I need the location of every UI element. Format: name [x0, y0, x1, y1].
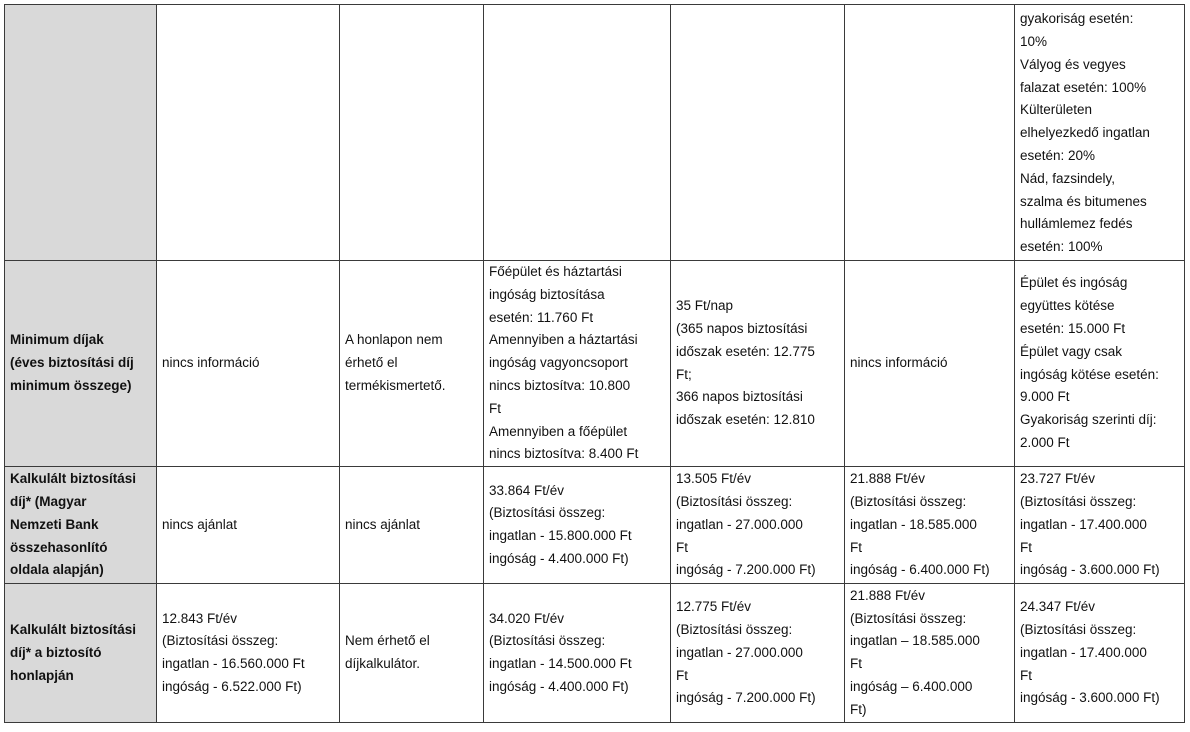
cell-text-line: esetén: 15.000 Ft: [1020, 320, 1126, 336]
cell-text-line: (Biztosítási összeg:: [676, 493, 793, 509]
cell-text-line: Ft: [850, 656, 862, 672]
cell-text-line: 9.000 Ft: [1020, 389, 1070, 405]
cell-text-line: Épület és ingóság: [1020, 275, 1128, 291]
cell-text-line: (Biztosítási összeg:: [489, 505, 606, 521]
cell-text-line: (Biztosítási összeg:: [1020, 493, 1137, 509]
cell-text-line: ingóság - 3.600.000 Ft): [1020, 690, 1160, 706]
cell-text-line: A honlapon nem: [345, 332, 443, 348]
cell-text-line: esetén: 11.760 Ft: [489, 309, 594, 325]
cell-text-line: Vályog és vegyes: [1020, 56, 1126, 72]
table-cell: [484, 261, 671, 467]
cell-text-line: minimum összege): [10, 377, 132, 393]
cell-text-line: hullámlemez fedés: [1020, 216, 1133, 232]
cell-text-line: 24.347 Ft/év: [1020, 599, 1096, 615]
cell-text-line: ingatlan - 27.000.000: [676, 644, 803, 660]
table-cell: [1015, 5, 1185, 261]
table-cell: [340, 261, 484, 467]
cell-text-line: ingóság biztosítása: [489, 286, 605, 302]
cell-text-line: ingóság - 6.400.000 Ft): [850, 562, 990, 578]
cell-text-line: Főépület és háztartási: [489, 264, 622, 279]
cell-text-line: ingatlan - 14.500.000 Ft: [489, 656, 632, 672]
cell-text-line: ingatlan - 18.585.000: [850, 516, 977, 532]
table-cell: [157, 584, 340, 723]
cell-text-line: (Biztosítási összeg:: [162, 633, 279, 649]
table-cell: [340, 467, 484, 584]
cell-text-line: időszak esetén: 12.775: [676, 343, 815, 359]
cell-text-line: Kalkulált biztosítási: [10, 621, 137, 637]
cell-text-line: időszak esetén: 12.810: [676, 412, 815, 428]
table-row: [5, 584, 1185, 723]
cell-text-line: ingóság - 4.400.000 Ft): [489, 550, 629, 566]
cell-text-line: 12.775 Ft/év: [676, 599, 752, 615]
table-row: [5, 5, 1185, 261]
table-cell: [484, 5, 671, 261]
cell-text-line: Kalkulált biztosítási: [10, 471, 137, 487]
cell-text-line: honlapján: [10, 667, 74, 683]
cell-text-line: ingóság – 6.400.000: [850, 678, 973, 694]
table-cell: [484, 467, 671, 584]
cell-text-line: 23.727 Ft/év: [1020, 471, 1096, 487]
cell-text-line: díj* a biztosító: [10, 644, 102, 660]
cell-text-line: nincs biztosítva: 8.400 Ft: [489, 446, 639, 462]
cell-text-line: Ft: [1020, 667, 1032, 683]
table-cell: [157, 5, 340, 261]
cell-text-line: 35 Ft/nap: [676, 298, 734, 314]
cell-text-line: Ft: [676, 667, 688, 683]
table-cell: [1015, 584, 1185, 723]
cell-text-line: 2.000 Ft: [1020, 434, 1070, 450]
cell-text-line: ingóság - 7.200.000 Ft): [676, 562, 816, 578]
cell-text-line: esetén: 20%: [1020, 148, 1096, 164]
cell-text-line: szalma és bitumenes: [1020, 193, 1147, 209]
cell-text-line: oldala alapján): [10, 562, 104, 578]
cell-text-line: ingatlan – 18.585.000: [850, 633, 980, 649]
cell-text-line: (Biztosítási összeg:: [489, 633, 606, 649]
cell-text-line: 33.864 Ft/év: [489, 482, 565, 498]
cell-text-line: ingatlan - 17.400.000: [1020, 516, 1147, 532]
cell-text-line: Épület vagy csak: [1020, 343, 1123, 359]
cell-text-line: Gyakoriság szerinti díj:: [1020, 412, 1157, 428]
cell-text-line: Nemzeti Bank: [10, 516, 99, 532]
cell-text-line: Ft: [850, 539, 862, 555]
cell-text-line: ingatlan - 15.800.000 Ft: [489, 528, 632, 544]
table-cell: [845, 467, 1015, 584]
table-cell: [845, 5, 1015, 261]
cell-text-line: 366 napos biztosítási: [676, 389, 803, 405]
cell-text-line: Amennyiben a főépület: [489, 423, 628, 439]
cell-text-line: Nád, fazsindely,: [1020, 170, 1116, 186]
table-cell: [671, 261, 845, 467]
cell-text-line: Ft: [489, 400, 501, 416]
table-cell: [340, 584, 484, 723]
cell-text-line: ingóság - 7.200.000 Ft): [676, 690, 816, 706]
cell-text-line: 34.020 Ft/év: [489, 610, 565, 626]
table-cell: [1015, 261, 1185, 467]
cell-text-line: együttes kötése: [1020, 298, 1115, 314]
table-cell: [671, 5, 845, 261]
table-cell: [1015, 467, 1185, 584]
cell-text-line: Külterületen: [1020, 102, 1093, 118]
cell-text-line: (365 napos biztosítási: [676, 320, 808, 336]
cell-text-line: Ft): [850, 701, 867, 717]
table-cell: [671, 584, 845, 723]
cell-text-line: falazat esetén: 100%: [1020, 79, 1147, 95]
cell-text-line: (Biztosítási összeg:: [1020, 621, 1137, 637]
cell-text-line: Amennyiben a háztartási: [489, 332, 638, 348]
cell-text-line: nincs ajánlat: [162, 516, 238, 532]
cell-text-line: (éves biztosítási díj: [10, 355, 134, 371]
cell-text-line: érhető el: [345, 355, 398, 371]
table-cell: [484, 584, 671, 723]
cell-text-line: összehasonlító: [10, 539, 108, 555]
cell-text-line: nincs információ: [850, 355, 948, 371]
cell-text-line: gyakoriság esetén:: [1020, 11, 1134, 27]
table-cell: [845, 261, 1015, 467]
cell-text-line: esetén: 100%: [1020, 239, 1103, 255]
cell-text-line: ingatlan - 27.000.000: [676, 516, 803, 532]
cell-text-line: ingóság - 6.522.000 Ft): [162, 678, 302, 694]
row-header: [5, 261, 157, 467]
cell-text-line: nincs biztosítva: 10.800: [489, 377, 631, 393]
cell-text-line: 12.843 Ft/év: [162, 610, 238, 626]
cell-text-line: ingóság - 3.600.000 Ft): [1020, 562, 1160, 578]
cell-text-line: 13.505 Ft/év: [676, 471, 752, 487]
cell-text-line: díjkalkulátor.: [345, 656, 421, 672]
cell-text-line: ingóság kötése esetén:: [1020, 366, 1159, 382]
table-cell: [340, 5, 484, 261]
cell-text-line: ingóság - 4.400.000 Ft): [489, 678, 629, 694]
cell-text-line: díj* (Magyar: [10, 493, 87, 509]
cell-text-line: 21.888 Ft/év: [850, 471, 926, 487]
table-row: [5, 261, 1185, 467]
cell-text-line: 10%: [1020, 34, 1048, 50]
cell-text-line: 21.888 Ft/év: [850, 587, 926, 603]
cell-text-line: Ft: [676, 539, 688, 555]
cell-text-line: (Biztosítási összeg:: [676, 621, 793, 637]
cell-text-line: Ft: [1020, 539, 1032, 555]
cell-text-line: (Biztosítási összeg:: [850, 493, 967, 509]
cell-text-line: Ft;: [676, 366, 692, 382]
cell-text-line: nincs információ: [162, 355, 260, 371]
table-cell: [157, 467, 340, 584]
cell-text-line: (Biztosítási összeg:: [850, 610, 967, 626]
cell-text-line: ingóság vagyoncsoport: [489, 355, 628, 371]
cell-text-line: nincs ajánlat: [345, 516, 421, 532]
cell-text-line: Nem érhető el: [345, 633, 430, 649]
cell-text-line: termékismertető.: [345, 377, 446, 393]
cell-text-line: ingatlan - 16.560.000 Ft: [162, 656, 305, 672]
cell-text-line: elhelyezkedő ingatlan: [1020, 125, 1150, 141]
row-header: [5, 5, 157, 261]
row-header: [5, 584, 157, 723]
table-cell: [845, 584, 1015, 723]
table-cell: [671, 467, 845, 584]
cell-text-line: Minimum díjak: [10, 332, 104, 348]
row-header: [5, 467, 157, 584]
table-row: [5, 467, 1185, 584]
cell-text-line: ingatlan - 17.400.000: [1020, 644, 1147, 660]
table-cell: [157, 261, 340, 467]
insurance-comparison-table: [4, 4, 1185, 723]
